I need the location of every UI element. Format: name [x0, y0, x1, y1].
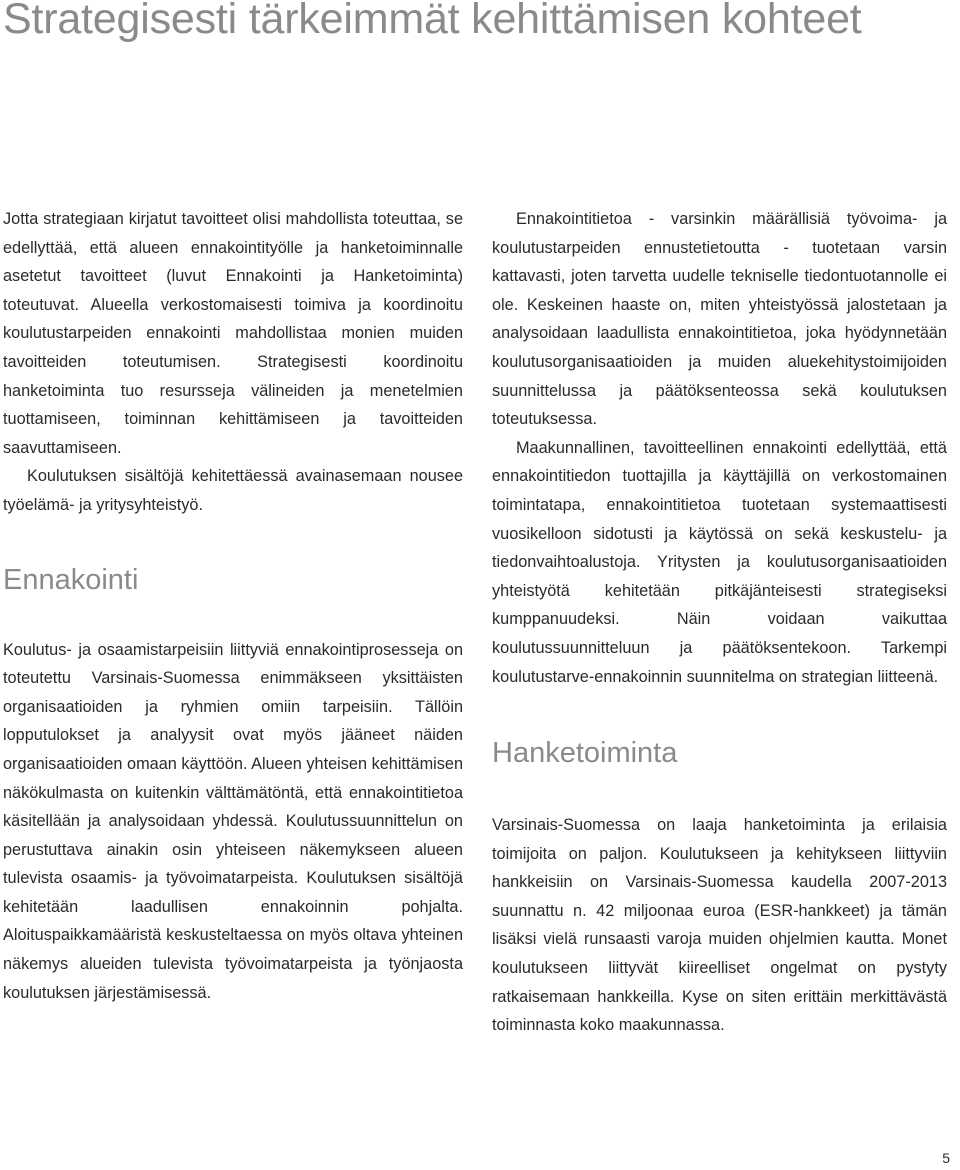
right-column	[492, 205, 947, 1040]
heading-hanketoiminta: Hanketoiminta	[492, 737, 678, 770]
left-paragraph-2: Koulutuksen sisältöjä kehitettäessä avainasemaan nousee työelämä- ja yritysyhteistyö.	[3, 467, 463, 514]
heading-ennakointi: Ennakointi	[3, 563, 139, 596]
left-paragraph-1: Jotta strategiaan kirjatut tavoitteet olisi mahdollista toteuttaa, se edellyttää, että alueen ennakointityölle ja hanketoiminnalle asetetut tavoitteet (luvut Ennakointi ja Hanketoiminta) toteutuvat. Alueella verkostomaisesti toimiva ja koordinoitu koulutustarpeiden ennakointi mahdollistaa monien muiden tavoitteiden toteutumisen. Strategisesti koordinoitu hanketoiminta tuo resursseja välineiden ja menetelmien tuottamiseen, toiminnan kehittämiseen ja tavoitteiden saavuttamiseen.	[3, 210, 463, 457]
left-paragraph-3: Koulutus- ja osaamistarpeisiin liittyviä ennakointiprosesseja on toteutettu Varsinais-Suomessa enimmäkseen yksittäisten organisaatioiden ja ryhmien omiin tarpeisiin. Tällöin lopputulokset ja analyysit ovat myös jääneet näiden organisaatioiden omaan käyttöön. Alueen yhteisen kehittämisen näkökulmasta on kuitenkin välttämätöntä, että ennakointitietoa käsitellään ja analysoidaan yhdessä. Koulutussuunnittelun on perustuttava ainakin osin yhteiseen näkemykseen alueen tulevista osaamis- ja työvoimatarpeista. Koulutuksen sisältöjä kehitetään laadullisen ennakoinnin pohjalta. Aloituspaikkamääristä keskusteltaessa on myös oltava yhteinen näkemys alueiden tulevista työvoimatarpeista ja työnjaosta koulutuksen järjestämisessä.	[3, 640, 463, 1002]
right-paragraph-1: Ennakointitietoa - varsinkin määrällisiä työvoima- ja koulutustarpeiden ennustetietoutta - tuotetaan varsin kattavasti, joten tarvetta uudelle tekniselle tiedontuotannolle ei ole. Keskeinen haaste on, miten yhteistyössä jalostetaan ja analysoidaan laadullista ennakointitietoa, joka hyödynnetään koulutusorganisaatioiden ja muiden aluekehitystoimijoiden suunnittelussa ja päätöksenteossa sekä koulutuksen toteutuksessa.	[492, 210, 947, 429]
left-column	[3, 205, 463, 1007]
page-number: 5	[942, 1150, 950, 1166]
right-paragraph-3: Varsinais-Suomessa on laaja hanketoiminta ja erilaisia toimijoita on paljon. Koulutukseen ja kehitykseen liittyviin hankkeisiin on Varsinais-Suomessa kaudella 2007-2013 suunnattu n. 42 miljoonaa euroa (ESR-hankkeet) ja tämän lisäksi vielä runsaasti varoja muiden ohjelmien kautta. Monet koulutukseen liittyvät kiireelliset ongelmat on pystyty ratkaisemaan hankkeilla. Kyse on siten erittäin merkittävästä toiminnasta koko maakunnassa.	[492, 816, 947, 1035]
right-paragraph-2: Maakunnallinen, tavoitteellinen ennakointi edellyttää, että ennakointitiedon tuottajilla ja käyttäjillä on verkostomainen toimintatapa, ennakointitietoa tuotetaan systemaattisesti vuosikelloon sidotusti ja käytössä on sekä keskustelu- ja tiedonvaihtoalustoja. Yritysten ja koulutusorganisaatioiden yhteistyötä kehitetään pitkäjänteisesti strategiseksi kumppanuudeksi. Näin voidaan vaikuttaa koulutussuunnitteluun ja päätöksentekoon. Tarkempi koulutustarve-ennakoinnin suunnitelma on strategian liitteenä.	[492, 438, 947, 686]
page-title: Strategisesti tärkeimmät kehittämisen kohteet	[3, 0, 862, 43]
